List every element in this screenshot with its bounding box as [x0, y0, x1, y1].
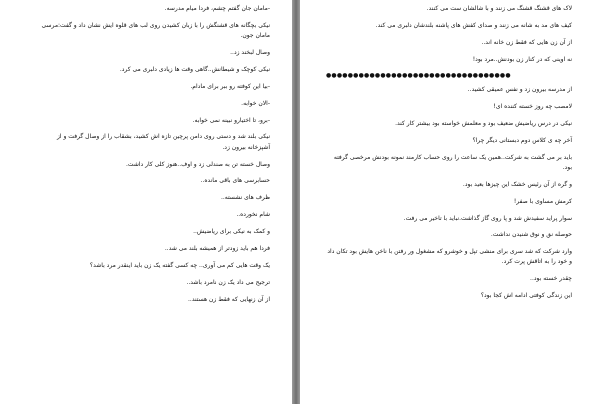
paragraph: نیکی در درس ریاضیش ضعیف بود و معلمش خواسته بود بیشتر کار کند.	[395, 119, 572, 127]
page-gutter	[292, 0, 300, 404]
right-page-text-top	[326, 4, 572, 65]
paragraph: لامصب چه روز خسته کننده ای!	[493, 102, 572, 110]
paragraph: نیکی بچگانه های قشنگش را با زبان کشیدن روی لب های قلوه ایش نشان داد و گفت:مرسی مامان جون.	[41, 21, 270, 40]
paragraph: سوار پراید سفیدش شد و پا روی گاز گذاشت.نباید با تاخیر می رفت.	[403, 214, 572, 222]
paragraph: کرمش مساوی با صفر!	[513, 197, 572, 205]
paragraph: وصال لبخند زد..	[230, 48, 270, 56]
paragraph: از آن زن هایی که فقط زن خانه اند..	[481, 38, 572, 46]
paragraph: چقدر خسته بود..	[530, 275, 572, 283]
paragraph: -بیا این کوفته رو ببر برای مادام.	[190, 82, 270, 90]
left-page-text	[34, 4, 270, 305]
paragraph: نیکی کوچک و شیطانش..گاهی وقت ها زیادی دلبری می کرد.	[119, 65, 270, 73]
paragraph: ظرف های نشسته..	[220, 194, 270, 202]
paragraph: نه اوینی که در کنار زن بودنش..مرد بود!	[472, 55, 572, 63]
paragraph: آخر چه ی کلاس دوم دبستانی دیگر چرا؟	[472, 136, 572, 144]
paragraph: حسابرسی های باقی مانده..	[200, 177, 270, 185]
paragraph: -الان خوابه.	[241, 99, 270, 107]
paragraph: این زندگی کوفتی ادامه اش کجا بود؟	[480, 292, 572, 300]
paragraph: وارد شرکت که شد سری برای منشی تپل و خوشرو که مشغول ور رفتن با ناخن هایش بود تکان داد و خود را به اتاقش پرت کرد.	[327, 248, 572, 266]
paragraph: نیکی بلند شد و دستی روی دامن پرچین تازه اش کشید، بشقاب را از وصال گرفت و از آشپزخانه بیرون زد.	[57, 133, 270, 151]
paragraph: -برو، تا اختیارو نبینه نمی خوابه.	[192, 116, 270, 124]
paragraph: حوصله نق و نوق شنیدن نداشت.	[490, 231, 572, 239]
right-page	[300, 0, 594, 404]
section-separator: ●●●●●●●●●●●●●●●●●●●●●●●●●●●●●●●●●●	[326, 71, 511, 79]
paragraph: لاک های قشنگ قشنگ می زنند و با شالشان ست می کنند.	[426, 5, 572, 12]
left-page	[0, 0, 292, 404]
paragraph: باید بر می گشت به شرکت..همین یک ساعت را روی حساب کارمند نمونه بودنش مرخصی گرفته بود.	[333, 153, 572, 171]
paragraph: فردا هم باید زودتر از همیشه بلند می شد..	[164, 244, 270, 252]
paragraph: ترجیح می داد یک زن نامرد باشد..	[186, 278, 270, 286]
paragraph: از مدرسه بیرون زد و نفس عمیقی کشید..	[467, 86, 572, 94]
right-page-text-bottom	[326, 85, 572, 301]
paragraph: و کمک به نیکی برای ریاضیش..	[193, 228, 270, 236]
paragraph: از آن زنهایی که فقط زن هستند..	[188, 295, 270, 303]
paragraph: -مامان جان گفتم چشم، فردا میام مدرسه.	[164, 5, 270, 12]
paragraph: وصال خسته تن به صندلی زد و اوف..هنوز کلی کار داشت.	[126, 160, 270, 168]
paragraph: یک وقت هایی کم می آوری.. چه کسی گفته یک زن باید اینقدر مرد باشد؟	[89, 261, 270, 269]
paragraph: شام نخورده..	[236, 211, 270, 219]
paragraph: کیف های مد به شانه می زنند و صدای کفش های پاشنه بلندشان دلبری می کند.	[375, 21, 572, 29]
paragraph: و گره از آن رئیس خشک این چیزها بعید بود.	[462, 180, 572, 188]
